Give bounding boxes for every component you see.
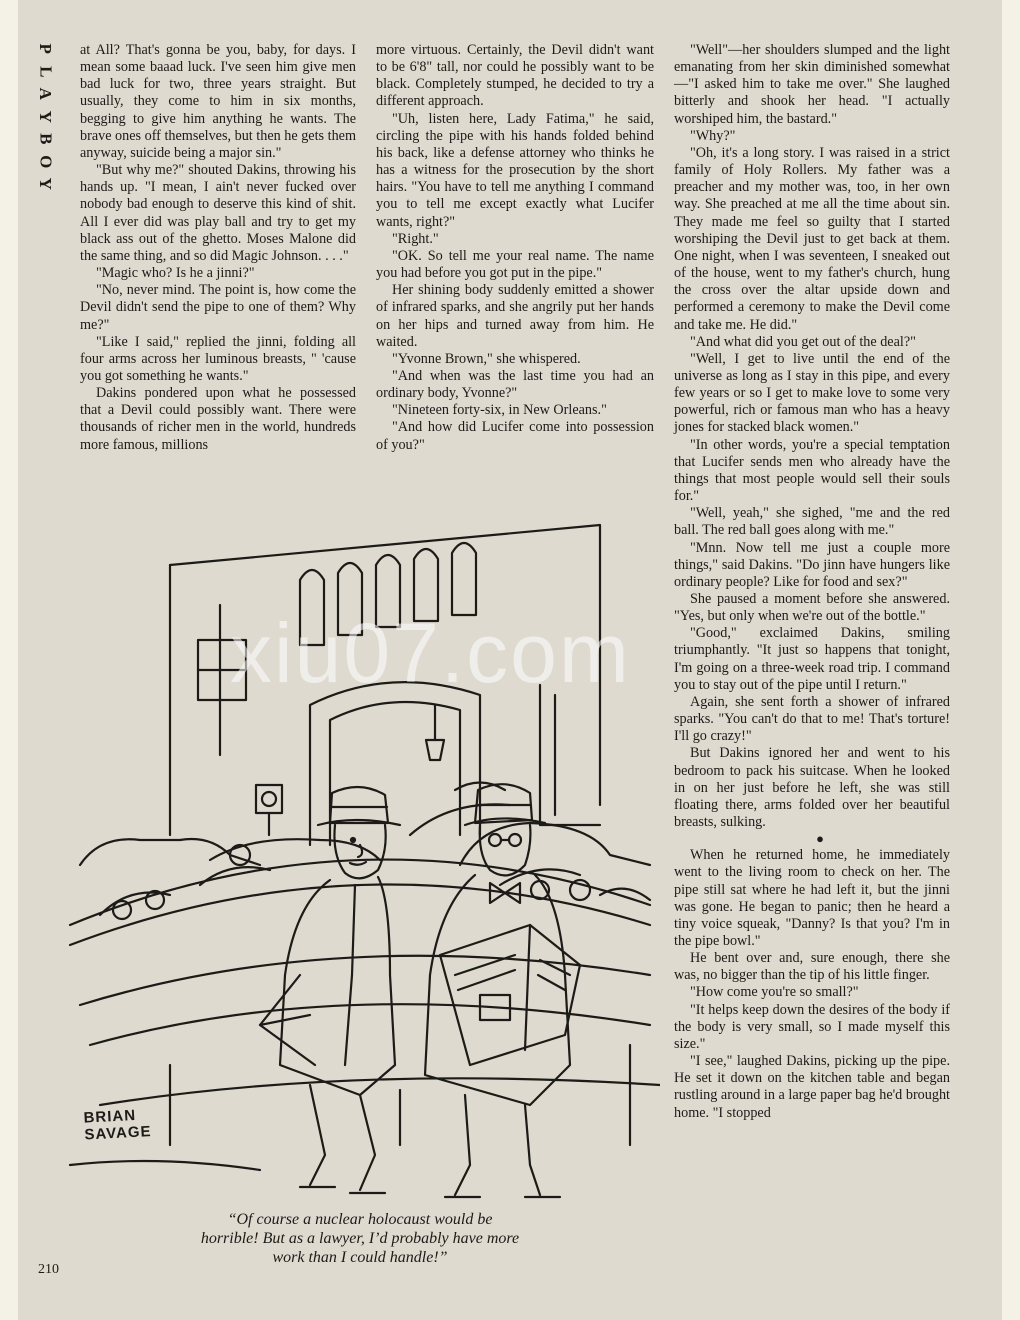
paragraph: "Magic who? Is he a jinni?"	[96, 265, 255, 282]
paragraph: "Well, yeah," she sighed, "me and the red ball. The red ball goes along with me."	[674, 505, 950, 539]
paragraph: "Well"—her shoulders slumped and the light emanating from her skin diminished somewhat—"I asked him to take me over." She laughed bitterly and shook her head. "I actually worshiped him, the bastard."	[674, 42, 950, 127]
watermark: xiu07.com	[230, 606, 631, 700]
playboy-masthead	[34, 38, 56, 196]
paragraph: "It helps keep down the desires of the body if the body is very small, so I made myself this size."	[674, 1001, 950, 1052]
paragraph: "And how did Lucifer come into possession of you?"	[376, 419, 654, 453]
paragraph: "And when was the last time you had an ordinary body, Yvonne?"	[376, 367, 654, 402]
paragraph: "Right."	[392, 230, 439, 247]
masthead-letter: O	[36, 154, 56, 169]
masthead-letter: Y	[36, 177, 56, 191]
masthead-letter: L	[36, 65, 56, 78]
text-column-3	[674, 42, 950, 1122]
text-column-2	[376, 42, 654, 454]
paragraph: "But why me?" shouted Dakins, throwing his hands up. "I mean, I ain't never fucked over nobody bad enough to deserve this kind of shit. All I ever did was play ball and try to get my black ass out of the ghetto. Moses Malone did the same thing, and so did Magic Johnson. . . ."	[80, 162, 356, 264]
paragraph: Her shining body suddenly emitted a shower of infrared sparks, and she angrily put her hands on her hips and turned away from him. He waited.	[376, 282, 654, 350]
paragraph: "Yvonne Brown," she whispered.	[392, 350, 581, 367]
paragraph: "Why?"	[690, 127, 736, 144]
caption-line: “Of course a nuclear holocaust would be	[227, 1211, 493, 1228]
paragraph: Again, she sent forth a shower of infrared sparks. "You can't do that to me! That's torture! I'll go crazy!"	[674, 693, 950, 745]
paragraph: "Mnn. Now tell me just a couple more things," said Dakins. "Do jinn have hungers like ordinary people? Like for food and sex?"	[674, 539, 950, 590]
masthead-letter: Y	[36, 110, 56, 124]
caption-line: work than I could handle!”	[272, 1249, 448, 1266]
masthead-letter: P	[36, 43, 56, 55]
paragraph: "And what did you get out of the deal?"	[690, 333, 916, 350]
paragraph: But Dakins ignored her and went to his bedroom to pack his suitcase. When he looked in on her just before he left, she was still floating there, arms folded over her beautiful breasts, sulking.	[674, 745, 950, 831]
paragraph: "Like I said," replied the jinni, folding all four arms across her luminous breasts, " 'cause you got something he wants."	[80, 333, 356, 384]
paragraph: "OK. So tell me your real name. The name you had before you got put in the pipe."	[376, 247, 654, 282]
section-break-bullet: ●	[816, 831, 824, 847]
paragraph: "Uh, listen here, Lady Fatima," he said, circling the pipe with his hands folded behind his back, like a defense attorney who thinks he has a witness for the prosecution by the short hairs. "You have to tell me anything I command you to tell me except exactly what Lucifer wants, right?"	[376, 110, 654, 230]
artist-signature: BRIAN SAVAGE	[83, 1106, 152, 1144]
paragraph: more virtuous. Certainly, the Devil didn't want to be 6'8" tall, nor could he possibly want to be black. Completely stumped, he decided to try a different approach.	[376, 42, 654, 110]
paragraph: She paused a moment before she answered. "Yes, but only when we're out of the bottle."	[674, 591, 950, 625]
caption-line: horrible! But as a lawyer, I’d probably have more	[200, 1230, 520, 1247]
page-number: 210	[38, 1262, 59, 1277]
paragraph: He bent over and, sure enough, there she was, no bigger than the tip of his little finger.	[674, 950, 950, 984]
paragraph: "Good," exclaimed Dakins, smiling triumphantly. "It just so happens that tonight, I'm going on a three-week road trip. I command you to stay out of the pipe until I return."	[674, 625, 950, 693]
paragraph: at All? That's gonna be you, baby, for days. I mean some baaad luck. I've seen him give men bad luck for two, three years straight. But usually, they come to him in six months, begging to give him anything he wants. The brave ones off themselves, but then he gets them anyway, suicide being a major sin."	[80, 42, 356, 161]
paragraph: "Well, I get to live until the end of the universe as long as I stay in this pipe, and every few years or so I get to make love to some very powerful, rich or famous man who has a heavy jones for stacked black women."	[674, 350, 950, 436]
paragraph: "In other words, you're a special temptation that Lucifer sends men who already have the things that most people would sell their souls for."	[674, 436, 950, 505]
paragraph: "How come you're so small?"	[690, 984, 859, 1001]
masthead-letter: A	[36, 87, 56, 101]
paragraph: "Oh, it's a long story. I was raised in a strict family of Holy Rollers. My father was a preacher and my mother was, too, in her own way. She preached at me all the time about sin. They made me feel so guilty that I started worshiping the Devil just to get back at them. One night, when I was seventeen, I sneaked out of the house, went to my father's church, hung the cross over the altar upside down and performed a ceremony to make the Devil come and take me. He did."	[674, 144, 950, 333]
masthead-letter: B	[36, 133, 56, 146]
paragraph: Dakins pondered upon what he possessed that a Devil could possibly want. There were thousands of richer men in the world, hundreds more famous, millions	[80, 385, 356, 453]
text-column-1	[80, 42, 356, 454]
paragraph: When he returned home, he immediately went to the living room to check on her. The pipe still sat where he had left it, but the jinni was gone. He began to panic; then he heard a tiny voice squeak, "Danny? Is that you? I'm in the pipe bowl."	[674, 847, 950, 949]
cartoon-caption	[150, 1210, 570, 1267]
cartoon-illustration	[60, 505, 660, 1205]
paragraph: "I see," laughed Dakins, picking up the pipe. He set it down on the kitchen table and began rustling around in a large paper bag he'd brought home. "I stopped	[674, 1053, 950, 1121]
paragraph: "Nineteen forty-six, in New Orleans."	[392, 402, 607, 419]
paragraph: "No, never mind. The point is, how come the Devil didn't send the pipe to one of them? Why me?"	[80, 282, 356, 333]
